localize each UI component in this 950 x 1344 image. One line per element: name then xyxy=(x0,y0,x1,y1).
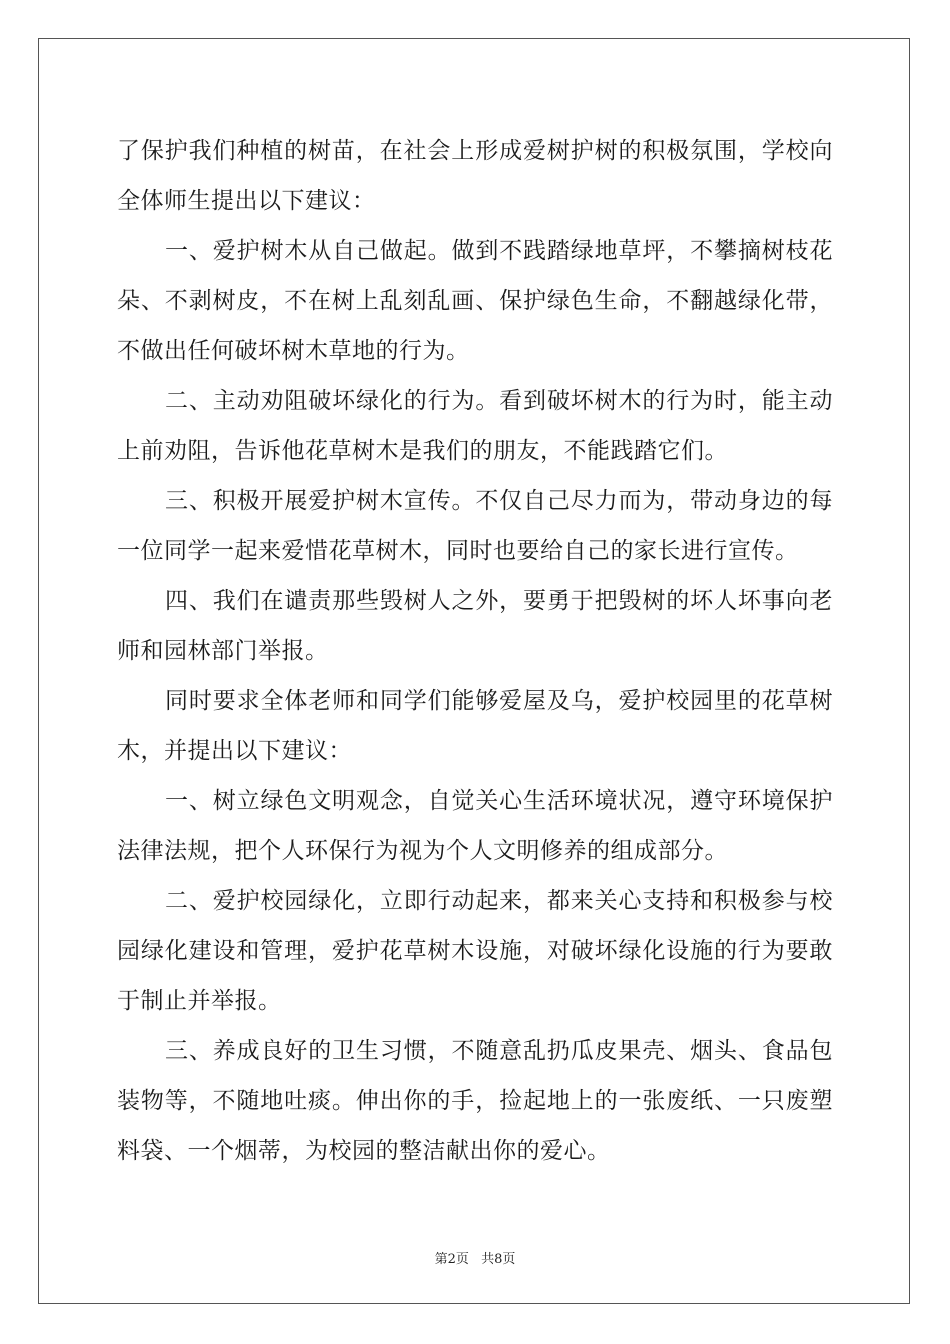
text-line: 料袋、一个烟蒂，为校园的整洁献出你的爱心。 xyxy=(117,1138,611,1164)
text-line: 上前劝阻，告诉他花草树木是我们的朋友，不能践踏它们。 xyxy=(117,438,728,464)
paragraph xyxy=(117,126,833,226)
text-line: 法律法规，把个人环保行为视为个人文明修养的组成部分。 xyxy=(117,838,728,864)
paragraph xyxy=(117,226,833,376)
paragraph xyxy=(117,576,833,676)
page-number: 第2页 xyxy=(434,1252,469,1267)
text-line: 装物等，不随地吐痰。伸出你的手，捡起地上的一张废纸、一只废塑 xyxy=(117,1088,833,1114)
text-line: 二、爱护校园绿化，立即行动起来，都来关心支持和积极参与校 xyxy=(165,888,833,914)
paragraph xyxy=(117,1026,833,1176)
paragraph xyxy=(117,676,833,776)
paragraph xyxy=(117,476,833,576)
text-line: 三、养成良好的卫生习惯，不随意乱扔瓜皮果壳、烟头、食品包 xyxy=(165,1038,833,1064)
text-line: 一位同学一起来爱惜花草树木，同时也要给自己的家长进行宣传。 xyxy=(117,538,799,564)
text-line: 同时要求全体老师和同学们能够爱屋及乌，爱护校园里的花草树 xyxy=(165,688,833,714)
paragraph xyxy=(117,776,833,876)
text-line: 园绿化建设和管理，爱护花草树木设施，对破坏绿化设施的行为要敢 xyxy=(117,938,833,964)
text-line: 于制止并举报。 xyxy=(117,988,282,1014)
text-line: 四、我们在谴责那些毁树人之外，要勇于把毁树的坏人坏事向老 xyxy=(165,588,833,614)
text-line: 不做出任何破坏树木草地的行为。 xyxy=(117,338,470,364)
text-line: 全体师生提出以下建议： xyxy=(117,188,376,214)
document-body xyxy=(117,126,833,1176)
text-line: 三、积极开展爱护树木宣传。不仅自己尽力而为，带动身边的每 xyxy=(165,488,833,514)
text-line: 师和园林部门举报。 xyxy=(117,638,329,664)
page-total: 共8页 xyxy=(481,1252,516,1267)
text-line: 二、主动劝阻破坏绿化的行为。看到破坏树木的行为时，能主动 xyxy=(165,388,833,414)
page-footer xyxy=(0,1248,950,1267)
text-line: 一、爱护树木从自己做起。做到不践踏绿地草坪，不攀摘树枝花 xyxy=(165,238,833,264)
text-line: 一、树立绿色文明观念，自觉关心生活环境状况，遵守环境保护 xyxy=(165,788,833,814)
text-line: 木，并提出以下建议： xyxy=(117,738,352,764)
paragraph xyxy=(117,876,833,1026)
text-line: 了保护我们种植的树苗，在社会上形成爱树护树的积极氛围，学校向 xyxy=(117,138,833,164)
text-line: 朵、不剥树皮，不在树上乱刻乱画、保护绿色生命，不翻越绿化带， xyxy=(117,288,833,314)
paragraph xyxy=(117,376,833,476)
